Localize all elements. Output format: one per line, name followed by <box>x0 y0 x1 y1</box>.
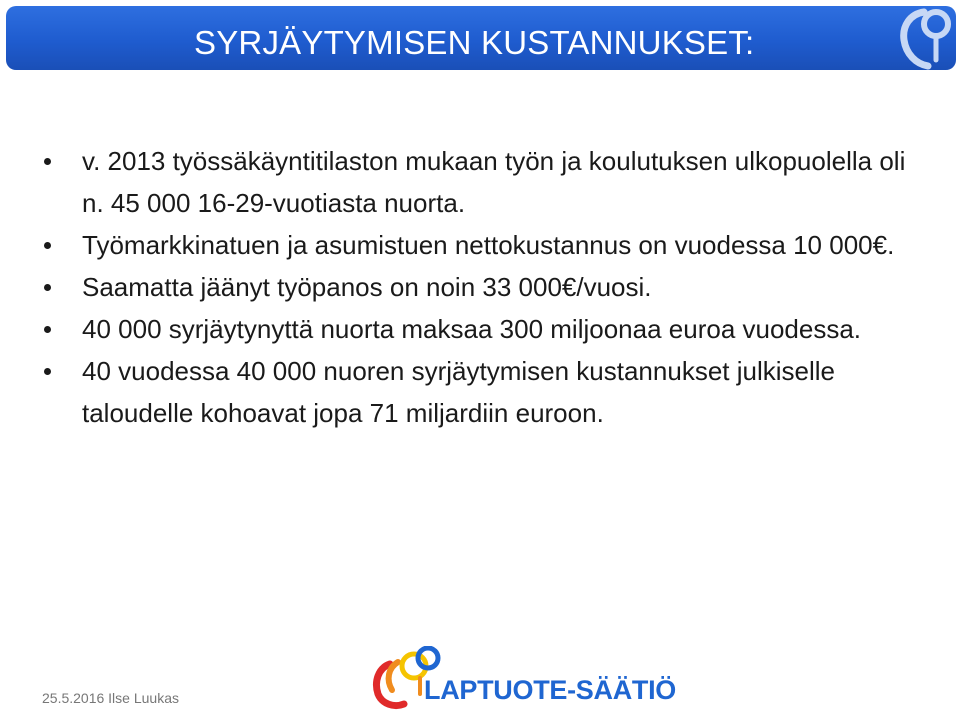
bullet-item <box>34 266 914 308</box>
bullet-dot-icon <box>44 284 51 291</box>
title-bar <box>6 6 956 70</box>
bullet-item <box>34 308 914 350</box>
bullet-text: 40 000 syrjäytynyttä nuorta maksaa 300 miljoonaa euroa vuodessa. <box>82 314 862 344</box>
bullet-text: Työmarkkinatuen ja asumistuen nettokustannus on vuodessa 10 000€. <box>82 230 895 260</box>
bullet-dot-icon <box>44 326 51 333</box>
bullet-item <box>34 140 914 224</box>
bullet-text: 40 vuodessa 40 000 nuoren syrjäytymisen kustannukset julkiselle taloudelle kohoavat jopa 71 miljardiin euroon. <box>82 356 835 428</box>
bullet-dot-icon <box>44 368 51 375</box>
footer-brand-name: LAPTUOTE-SÄÄTIÖ <box>424 675 676 705</box>
bullet-list <box>34 140 914 434</box>
bullet-text: Saamatta jäänyt työpanos on noin 33 000€/vuosi. <box>82 272 652 302</box>
bullet-dot-icon <box>44 242 51 249</box>
footer-date-author: 25.5.2016 Ilse Luukas <box>42 690 179 706</box>
slide-title: SYRJÄYTYMISEN KUSTANNUKSET: <box>194 24 755 61</box>
bullet-dot-icon <box>44 158 51 165</box>
bullet-item <box>34 350 914 434</box>
bullet-text: v. 2013 työssäkäyntitilaston mukaan työn ja koulutuksen ulkopuolella oli n. 45 000 16-29-vuotiasta nuorta. <box>82 146 906 218</box>
foundation-logo-icon <box>898 8 958 70</box>
bullet-item <box>34 224 914 266</box>
